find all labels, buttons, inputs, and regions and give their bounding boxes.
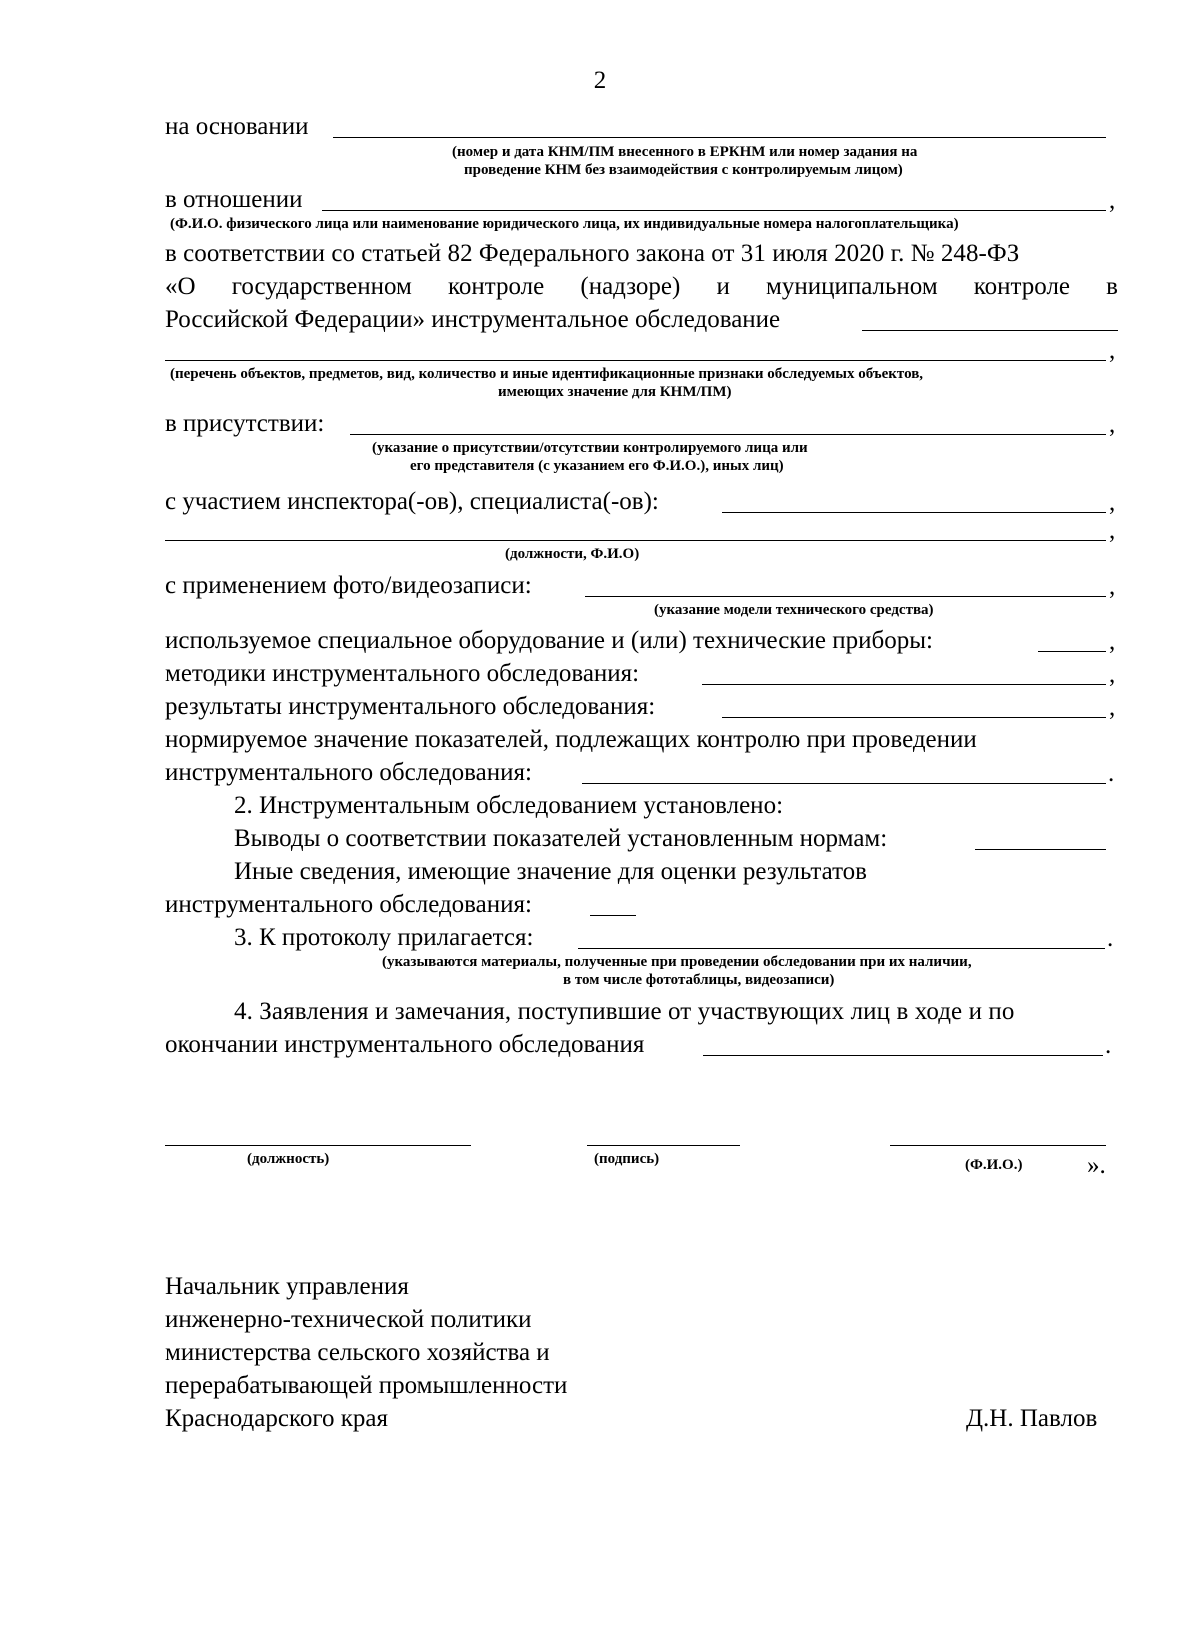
section-2-title: 2. Инструментальным обследованием установлено: [234, 792, 784, 819]
basis-hint-2: проведение КНМ без взаимодействия с контролируемым лицом) [464, 162, 903, 178]
photo-label: с применением фото/видеозаписи: [165, 572, 532, 599]
results-comma: , [1109, 694, 1116, 721]
results-line [722, 717, 1106, 718]
conclusions-label: Выводы о соответствии показателей установленным нормам: [234, 825, 888, 852]
methods-comma: , [1109, 661, 1116, 688]
page-number: 2 [593, 67, 607, 94]
law-line-1: в соответствии со статьей 82 Федерального закона от 31 июля 2020 г. № 248-ФЗ [165, 240, 1020, 267]
results-label: результаты инструментального обследования: [165, 693, 656, 720]
footer-title-1: Начальник управления [165, 1273, 409, 1300]
inspectors-line-2 [165, 540, 1106, 541]
presence-hint-1: (указание о присутствии/отсутствии контролируемого лица или [372, 440, 808, 456]
survey-comma: , [1109, 337, 1116, 364]
photo-line [585, 596, 1106, 597]
law-line-2: «О государственном контроле (надзоре) и муниципальном контроле в [165, 273, 1118, 300]
other-line [590, 915, 636, 916]
inspectors-label: с участием инспектора(-ов), специалиста(-ов): [165, 488, 659, 515]
survey-line-2 [165, 360, 1106, 361]
objects-hint-1: (перечень объектов, предметов, вид, количество и иные идентификационные признаки обследуемых объектов, [170, 366, 924, 382]
signature-caption: (подпись) [594, 1151, 660, 1167]
footer-title-5: Краснодарского края [165, 1405, 388, 1432]
position-caption: (должность) [247, 1151, 330, 1167]
inspectors-comma-2: , [1109, 517, 1116, 544]
name-caption: (Ф.И.О.) [965, 1157, 1023, 1173]
equipment-comma: , [1109, 628, 1116, 655]
norm-line-2: инструментального обследования: [165, 759, 532, 786]
other-line-2: инструментального обследования: [165, 891, 532, 918]
inspectors-comma-1: , [1109, 489, 1116, 516]
norm-line-1: нормируемое значение показателей, подлежащих контролю при проведении [165, 726, 977, 753]
section-4-line-2: окончании инструментального обследования [165, 1031, 645, 1058]
presence-label: в присутствии: [165, 410, 325, 437]
signer-name: Д.Н. Павлов [966, 1405, 1098, 1432]
basis-line [333, 137, 1106, 138]
equipment-line [1038, 651, 1106, 652]
equipment-label: используемое специальное оборудование и (или) технические приборы: [165, 627, 933, 654]
methods-line [702, 684, 1106, 685]
footer-title-4: перерабатывающей промышленности [165, 1372, 568, 1399]
law-line-3: Российской Федерации» инструментальное обследование [165, 306, 781, 333]
relation-label: в отношении [165, 186, 303, 213]
remarks-period: . [1105, 1032, 1112, 1059]
methods-label: методики инструментального обследования: [165, 660, 640, 687]
inspectors-hint: (должности, Ф.И.О) [505, 546, 640, 562]
position-line [165, 1145, 471, 1146]
name-line [890, 1145, 1106, 1146]
footer-title-3: министерства сельского хозяйства и [165, 1339, 550, 1366]
basis-hint-1: (номер и дата КНМ/ПМ внесенного в ЕРКНМ или номер задания на [452, 144, 918, 160]
norm-line [582, 783, 1106, 784]
photo-comma: , [1109, 573, 1116, 600]
section-4-line-1: 4. Заявления и замечания, поступившие от участвующих лиц в ходе и по [234, 998, 1015, 1025]
basis-label: на основании [165, 113, 309, 140]
closing-quote: ». [1087, 1152, 1106, 1179]
signature-line [587, 1145, 740, 1146]
relation-hint: (Ф.И.О. физического лица или наименование юридического лица, их индивидуальные номера налогоплательщика) [170, 216, 959, 232]
footer-title-2: инженерно-технической политики [165, 1306, 532, 1333]
other-line-1: Иные сведения, имеющие значение для оценки результатов [234, 858, 867, 885]
relation-comma: , [1109, 187, 1116, 214]
conclusions-line [975, 849, 1106, 850]
relation-line [322, 210, 1106, 211]
inspectors-line-1 [722, 512, 1106, 513]
norm-period: . [1108, 760, 1115, 787]
section-3-label: 3. К протоколу прилагается: [234, 924, 534, 951]
presence-hint-2: его представителя (с указанием его Ф.И.О.), иных лиц) [410, 458, 784, 474]
remarks-line [703, 1055, 1103, 1056]
photo-hint: (указание модели технического средства) [654, 602, 934, 618]
objects-hint-2: имеющих значение для КНМ/ПМ) [498, 384, 732, 400]
attachments-period: . [1107, 925, 1114, 952]
attachments-line [578, 948, 1105, 949]
presence-line [350, 434, 1106, 435]
survey-line-1 [862, 330, 1118, 331]
presence-comma: , [1109, 411, 1116, 438]
section-3-hint-1: (указываются материалы, полученные при проведении обследовании при их наличии, [382, 954, 972, 970]
section-3-hint-2: в том числе фототаблицы, видеозаписи) [563, 972, 835, 988]
